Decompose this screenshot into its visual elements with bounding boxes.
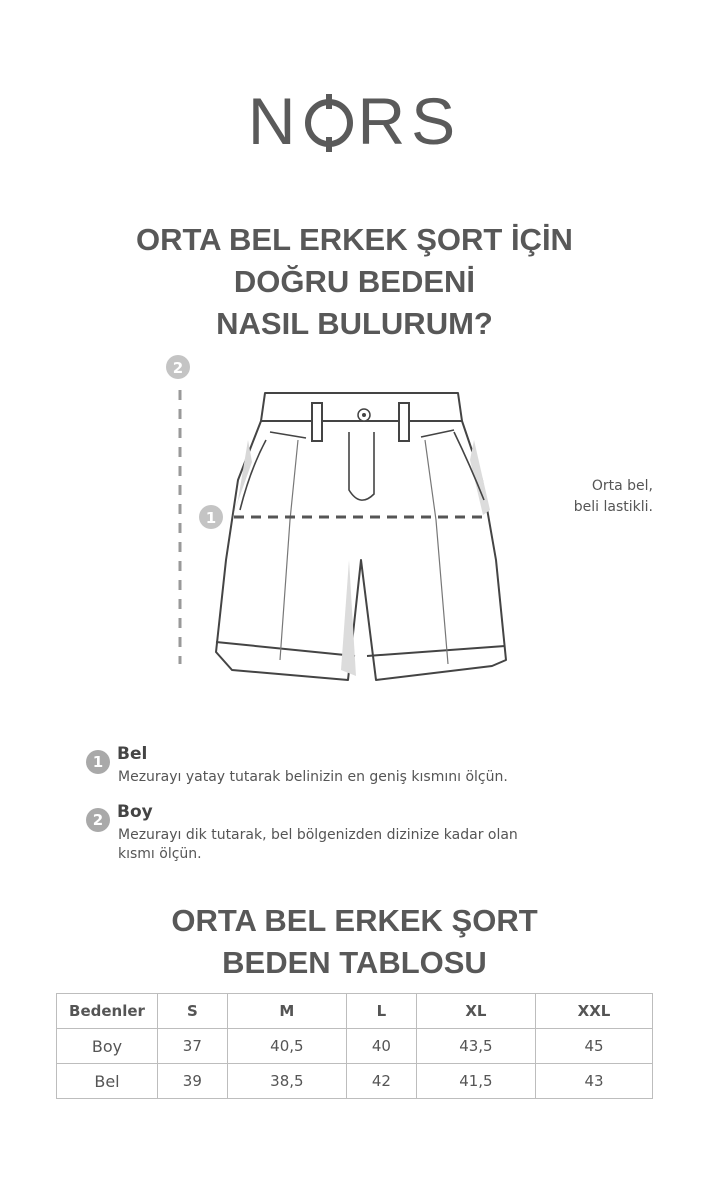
- measurement-number-badge: 2: [86, 808, 110, 832]
- size-table-header-row: [57, 994, 653, 1029]
- measurement-number-badge: 1: [86, 750, 110, 774]
- shorts-outline: [216, 393, 506, 680]
- size-table: [56, 993, 653, 1099]
- page-title-line: ORTA BEL ERKEK ŞORT İÇİN: [136, 222, 573, 257]
- size-table-title-line: BEDEN TABLOSU: [222, 945, 487, 980]
- table-cell: Bel: [57, 1064, 158, 1099]
- size-table-header: Bedenler: [57, 994, 158, 1029]
- table-cell: 43,5: [416, 1029, 535, 1064]
- marker-2-label: 2: [172, 359, 184, 377]
- measurement-name: Bel: [117, 744, 148, 764]
- page-title: [0, 219, 709, 345]
- table-cell: 38,5: [227, 1064, 346, 1099]
- brand-logo-o-mark: [303, 90, 355, 150]
- table-cell: 45: [536, 1029, 653, 1064]
- table-cell: 42: [347, 1064, 417, 1099]
- size-table-header: M: [227, 994, 346, 1029]
- table-cell: 43: [536, 1064, 653, 1099]
- brand-logo-left: N: [247, 84, 302, 158]
- size-table-header: XXL: [536, 994, 653, 1029]
- shorts-diagram: [0, 350, 709, 690]
- table-row: [57, 1064, 653, 1099]
- brand-logo-right: RS: [357, 84, 462, 158]
- measurement-name: Boy: [117, 802, 153, 822]
- table-cell: Boy: [57, 1029, 158, 1064]
- page-title-line: DOĞRU BEDENİ: [233, 264, 476, 299]
- side-note: [574, 476, 653, 518]
- size-table-header: L: [347, 994, 417, 1029]
- page-title-line: NASIL BULURUM?: [216, 306, 493, 341]
- side-note-line: Orta bel,: [591, 478, 653, 494]
- table-cell: 39: [158, 1064, 228, 1099]
- measurement-description: Mezurayı dik tutarak, bel bölgenizden dizinize kadar olan kısmı ölçün.: [118, 827, 518, 862]
- table-cell: 40: [347, 1029, 417, 1064]
- size-table-title: [0, 900, 709, 984]
- table-cell: 40,5: [227, 1029, 346, 1064]
- side-note-line: beli lastikli.: [573, 499, 653, 515]
- size-table-title-line: ORTA BEL ERKEK ŞORT: [171, 903, 538, 938]
- measurement-description: Mezurayı yatay tutarak belinizin en geniş kısmını ölçün.: [118, 769, 508, 785]
- size-table-header: S: [158, 994, 228, 1029]
- table-cell: 41,5: [416, 1064, 535, 1099]
- table-cell: 37: [158, 1029, 228, 1064]
- table-row: [57, 1029, 653, 1064]
- size-table-header: XL: [416, 994, 535, 1029]
- brand-logo: [0, 86, 709, 156]
- marker-1-label: 1: [205, 509, 217, 527]
